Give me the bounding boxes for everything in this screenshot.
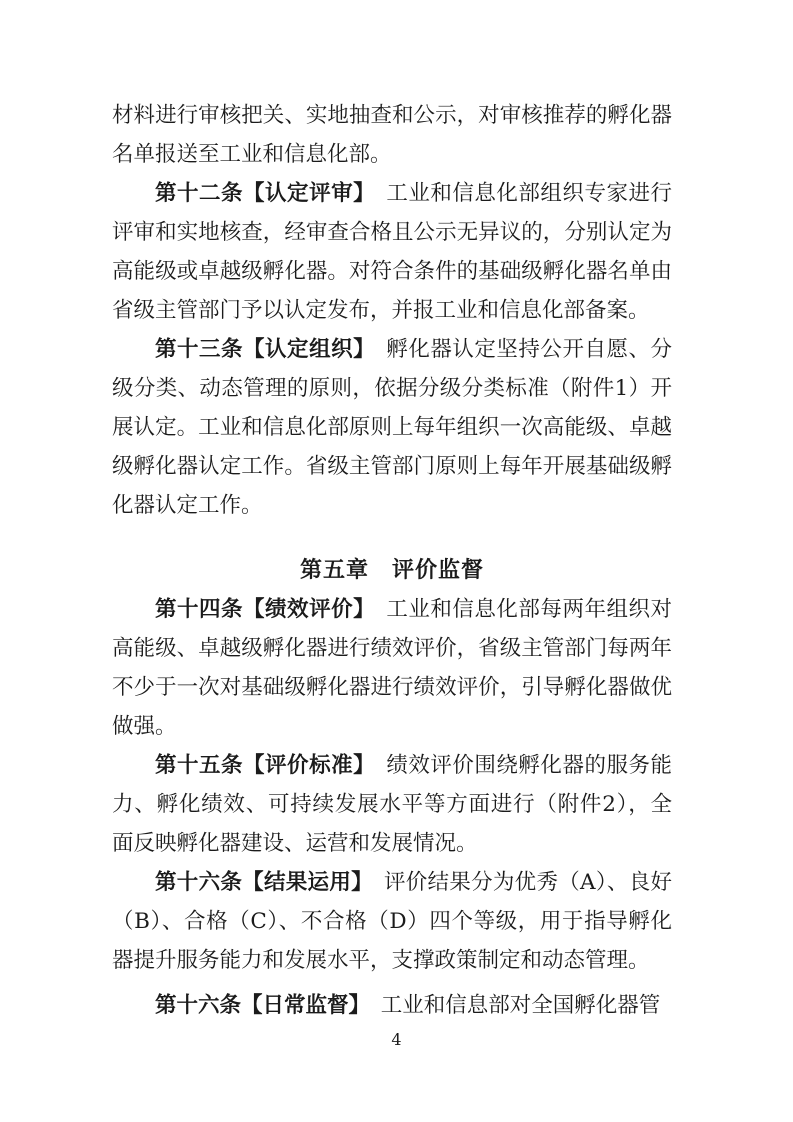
article-paragraph-13 — [112, 330, 672, 525]
article-paragraph-16-results — [112, 863, 672, 980]
article-head-14: 第十四条【绩效评价】 — [155, 597, 365, 622]
article-head-12: 第十二条【认定评审】 — [155, 181, 365, 206]
article-head-16-supervision: 第十六条【日常监督】 — [155, 993, 360, 1018]
article-text-14: 工业和信息化部每两年组织对高能级、卓越级孵化器进行绩效评价，省级主管部门每两年不少于一次对基础级孵化器进行绩效评价，引导孵化器做优做强。 — [112, 597, 672, 739]
article-text-15: 绩效评价围绕孵化器的服务能力、孵化绩效、可持续发展水平等方面进行（附件2），全面反映孵化器建设、运营和发展情况。 — [112, 753, 672, 856]
article-head-16-results: 第十六条【结果运用】 — [155, 870, 363, 895]
article-paragraph-14 — [112, 590, 672, 746]
chapter-heading: 第五章 评价监督 — [299, 557, 484, 583]
article-paragraph-12 — [112, 174, 672, 330]
article-head-13: 第十三条【认定组织】 — [155, 337, 365, 362]
paragraph-continuation: 材料进行审核把关、实地抽查和公示，对审核推荐的孵化器名单报送至工业和信息化部。 — [112, 103, 672, 167]
article-text-13: 孵化器认定坚持公开自愿、分级分类、动态管理的原则，依据分级分类标准（附件1）开展认定。工业和信息化部原则上每年组织一次高能级、卓越级孵化器认定工作。省级主管部门原则上每年开展基础级孵化器认定工作。 — [112, 337, 672, 518]
article-text-16-supervision: 工业和信息部对全国孵化器管 — [359, 993, 661, 1018]
article-text-16-results: 评价结果分为优秀（A）、良好（B）、合格（C）、不合格（D）四个等级，用于指导孵化器提升服务能力和发展水平，支撑政策制定和动态管理。 — [112, 870, 672, 973]
article-text-12: 工业和信息化部组织专家进行评审和实地核查，经审查合格且公示无异议的，分别认定为高能级或卓越级孵化器。对符合条件的基础级孵化器名单由省级主管部门予以认定发布，并报工业和信息化部备案。 — [112, 181, 672, 323]
article-head-15: 第十五条【评价标准】 — [155, 753, 365, 778]
article-paragraph-16-supervision — [112, 986, 672, 1025]
page-content — [112, 96, 672, 1025]
page-number: 4 — [391, 1030, 402, 1049]
article-paragraph-15 — [112, 746, 672, 863]
